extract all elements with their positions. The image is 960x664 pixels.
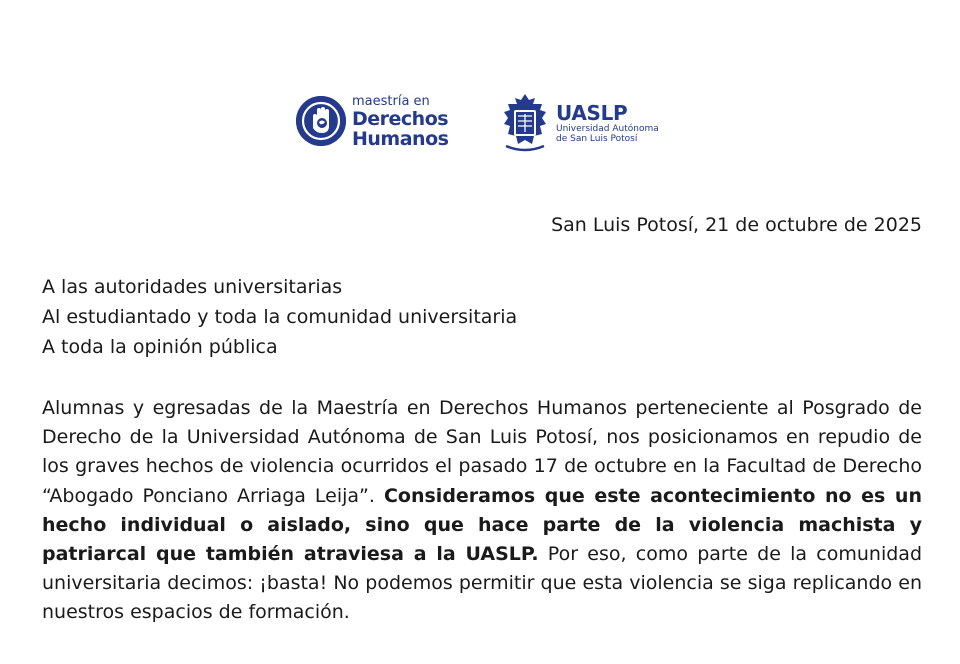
recipients (42, 272, 517, 362)
body-paragraph (42, 394, 922, 628)
recipient-line: Al estudiantado y toda la comunidad universitaria (42, 306, 518, 328)
shield-crest-icon (498, 92, 552, 152)
uaslp-wordmark (556, 102, 659, 144)
body-text-bold: Consideramos que este acontecimiento no es un hecho individual o aislado, sino que hace parte de la violencia machista y patriarcal que también atraviesa a la UASLP. (42, 484, 922, 566)
uaslp-sub2: de San Luis Potosí (556, 134, 638, 144)
body-text-intro: Alumnas y egresadas de la Maestría en Derechos Humanos perteneciente al Posgrado de Derecho de la Universidad Autónoma de San Luis Potosí, nos posicionamos en repudio de los graves hechos de violencia ocurridos el pasado 17 de octubre en la Facultad de Derecho “Abogado Ponciano Arriaga Leija”. (42, 397, 922, 507)
uaslp-title: UASLP (556, 101, 628, 125)
mdh-line1: maestría en (352, 94, 430, 109)
mdh-line3: Humanos (352, 128, 449, 150)
body-text-rest: Por eso, como parte de la comunidad universitaria decimos: ¡basta! No podemos permitir que esta violencia se siga replicando en nuestros espacios de formación. (42, 543, 923, 624)
hand-globe-icon (296, 96, 346, 146)
uaslp-sub1: Universidad Autónoma (556, 124, 659, 134)
mdh-wordmark (352, 94, 448, 149)
letter-date: San Luis Potosí, 21 de octubre de 2025 (551, 214, 922, 236)
header-logos (0, 92, 960, 156)
mdh-line2: Derechos (352, 108, 449, 130)
recipient-line: A las autoridades universitarias (42, 276, 343, 298)
recipient-line: A toda la opinión pública (42, 336, 278, 358)
